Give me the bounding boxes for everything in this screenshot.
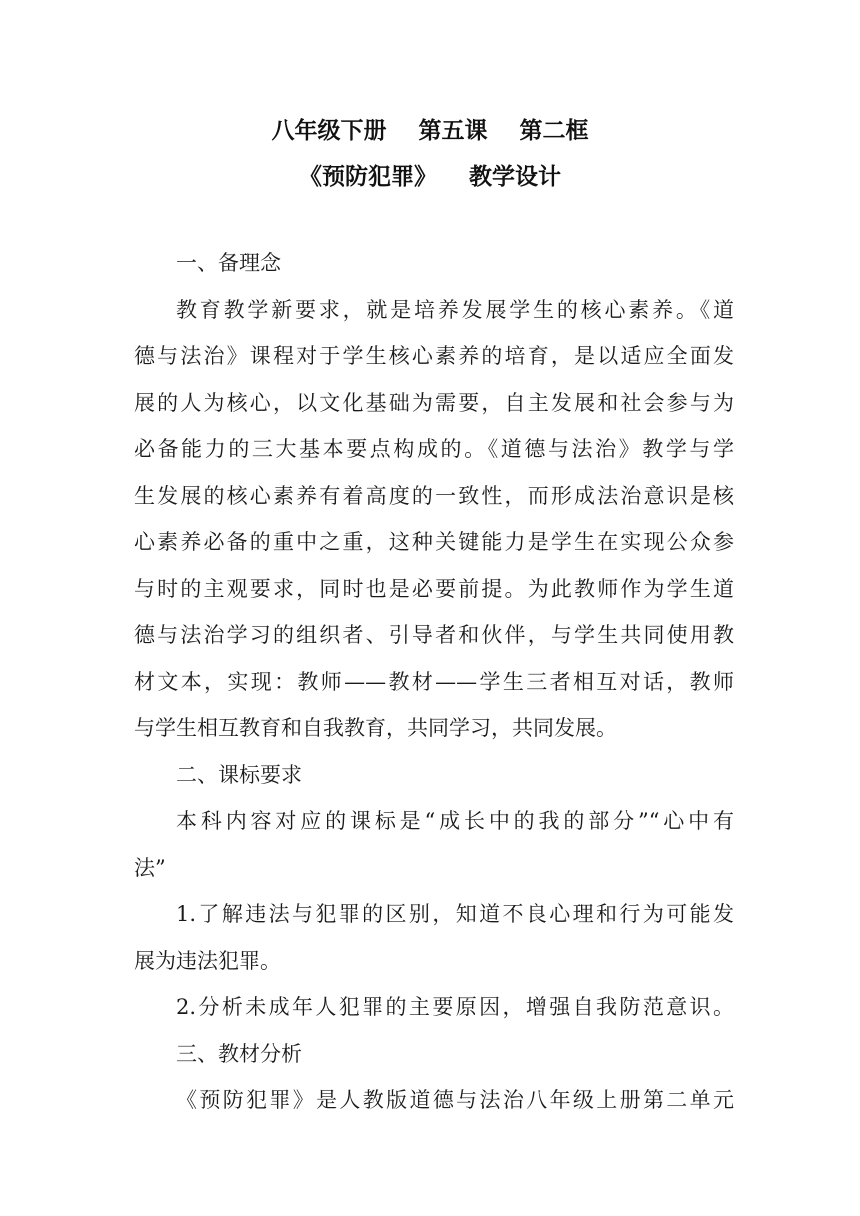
paragraph-line: 三、教材分析	[176, 1041, 302, 1066]
paragraph-line: 与时的主观要求，同时也是必要前提。为此教师作为学生道	[134, 576, 734, 601]
paragraph-line: 展为违法犯罪。	[134, 948, 281, 973]
paragraph-line: 展的人为核心，以文化基础为需要，自主发展和社会参与为	[134, 390, 734, 415]
paragraph-line: 生发展的核心素养有着高度的一致性，而形成法治意识是核	[134, 483, 734, 508]
title-line-2: 《预防犯罪》 教学设计	[298, 164, 562, 190]
paragraph-line: 《预防犯罪》是人教版道德与法治八年级上册第二单元	[176, 1088, 734, 1112]
paragraph-line: 必备能力的三大基本要点构成的。《道德与法治》教学与学	[134, 437, 734, 461]
paragraph-line: 二、课标要求	[176, 762, 302, 787]
paragraph-line: 心素养必备的重中之重，这种关键能力是学生在实现公众参	[134, 530, 734, 554]
paragraph-line: 德与法治学习的组织者、引导者和伙伴，与学生共同使用教	[134, 623, 734, 647]
paragraph-line: 德与法治》课程对于学生核心素养的培育，是以适应全面发	[134, 344, 734, 368]
paragraph-line: 本科内容对应的课标是“成长中的我的部分”“心中有	[176, 809, 734, 833]
paragraph-line: 与学生相互教育和自我教育，共同学习，共同发展。	[134, 716, 617, 740]
paragraph-line: 2.分析未成年人犯罪的主要原因，增强自我防范意识。	[176, 995, 734, 1019]
paragraph-line: 教育教学新要求，就是培养发展学生的核心素养。《道	[176, 297, 734, 322]
paragraph-line: 一、备理念	[176, 251, 281, 275]
title-line-1: 八年级下册 第五课 第二框	[271, 118, 589, 144]
paragraph-line: 材文本，实现：教师——教材——学生三者相互对话，教师	[134, 669, 734, 694]
paragraph-line: 法”	[134, 855, 166, 880]
paragraph-line: 1.了解违法与犯罪的区别，知道不良心理和行为可能发	[176, 902, 734, 926]
document-body	[134, 240, 734, 1124]
